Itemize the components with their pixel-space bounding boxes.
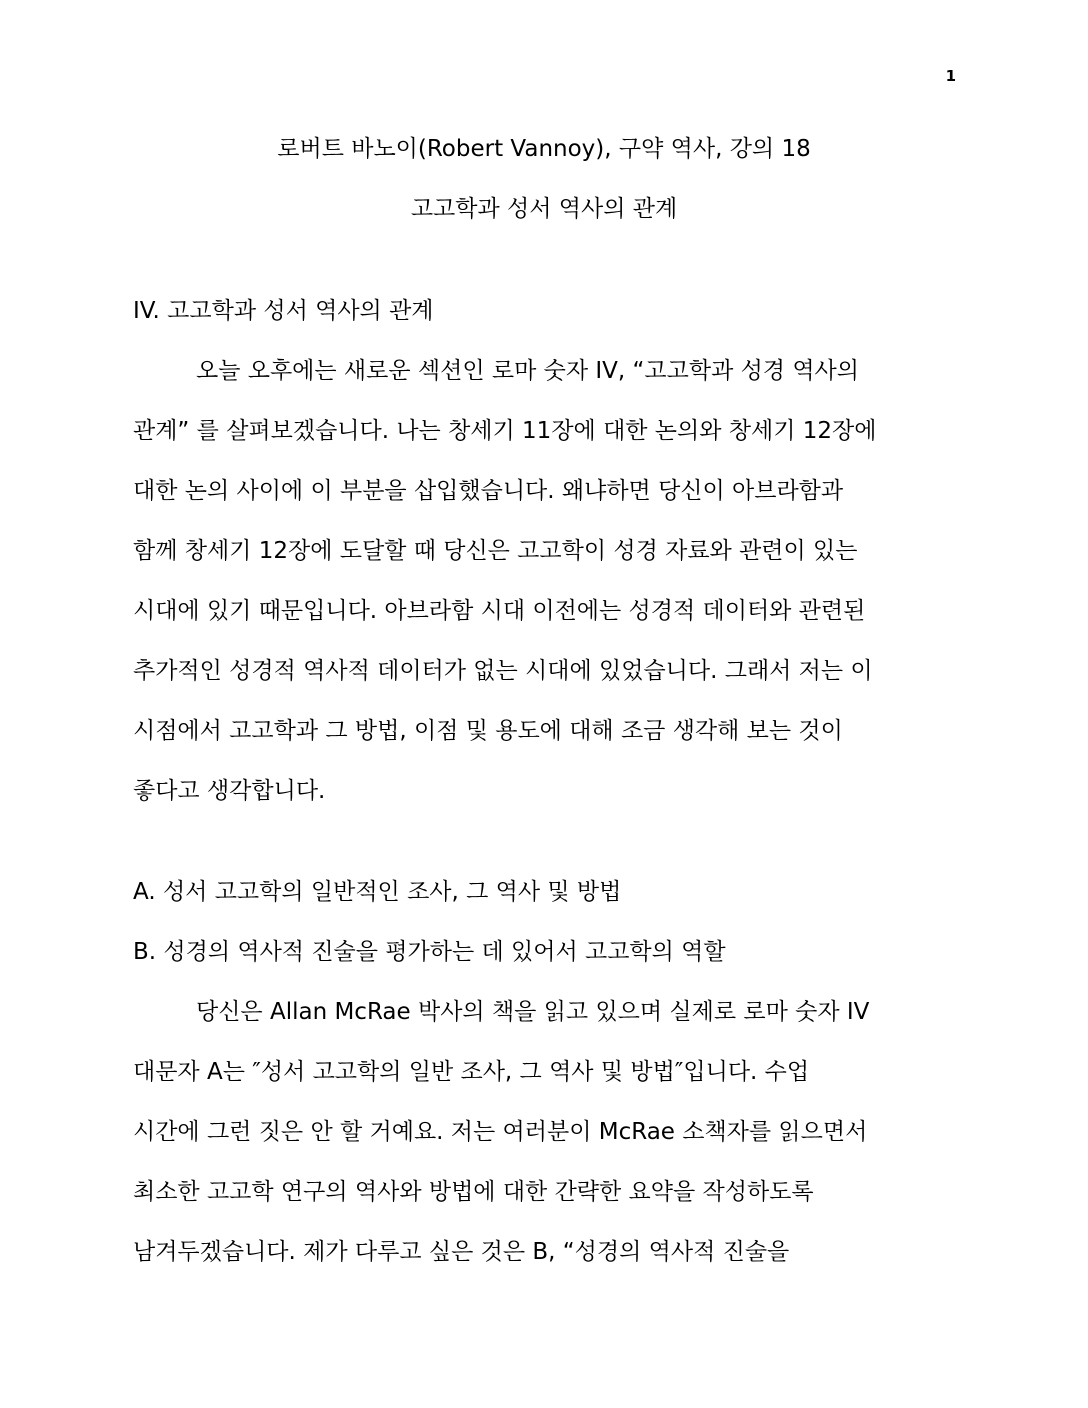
subheading-b: B. 성경의 역사적 진술을 평가하는 데 있어서 고고학의 역할 <box>133 939 726 965</box>
paragraph-line: 당신은 Allan McRae 박사의 책을 읽고 있으며 실제로 로마 숫자 IV <box>196 999 870 1025</box>
subheading-a: A. 성서 고고학의 일반적인 조사, 그 역사 및 방법 <box>133 879 622 905</box>
paragraph-line: 대문자 A는 ″성서 고고학의 일반 조사, 그 역사 및 방법″입니다. 수업 <box>133 1059 810 1085</box>
paragraph-line: 최소한 고고학 연구의 역사와 방법에 대한 간략한 요약을 작성하도록 <box>133 1179 814 1205</box>
paragraph-line: 좋다고 생각합니다. <box>133 778 326 804</box>
section-heading: IV. 고고학과 성서 역사의 관계 <box>133 298 434 324</box>
paragraph-line: 남겨두겠습니다. 제가 다루고 싶은 것은 B, “성경의 역사적 진술을 <box>133 1239 790 1265</box>
document-subtitle: 고고학과 성서 역사의 관계 <box>410 196 678 222</box>
paragraph-line: 함께 창세기 12장에 도달할 때 당신은 고고학이 성경 자료와 관련이 있는 <box>133 538 858 564</box>
paragraph-line: 추가적인 성경적 역사적 데이터가 없는 시대에 있었습니다. 그래서 저는 이 <box>133 658 873 684</box>
paragraph-line: 시대에 있기 때문입니다. 아브라함 시대 이전에는 성경적 데이터와 관련된 <box>133 598 866 624</box>
document-title: 로버트 바노이(Robert Vannoy), 구약 역사, 강의 18 <box>277 136 811 162</box>
paragraph-line: 대한 논의 사이에 이 부분을 삽입했습니다. 왜냐하면 당신이 아브라함과 <box>133 478 844 504</box>
page-number: 1 <box>945 67 956 85</box>
paragraph-line: 관계” 를 살펴보겠습니다. 나는 창세기 11장에 대한 논의와 창세기 12장에 <box>133 418 877 444</box>
paragraph-line: 시간에 그런 짓은 안 할 거예요. 저는 여러분이 McRae 소책자를 읽으면서 <box>133 1119 868 1145</box>
paragraph-line: 시점에서 고고학과 그 방법, 이점 및 용도에 대해 조금 생각해 보는 것이 <box>133 718 843 744</box>
paragraph-line: 오늘 오후에는 새로운 섹션인 로마 숫자 IV, “고고학과 성경 역사의 <box>196 358 859 384</box>
